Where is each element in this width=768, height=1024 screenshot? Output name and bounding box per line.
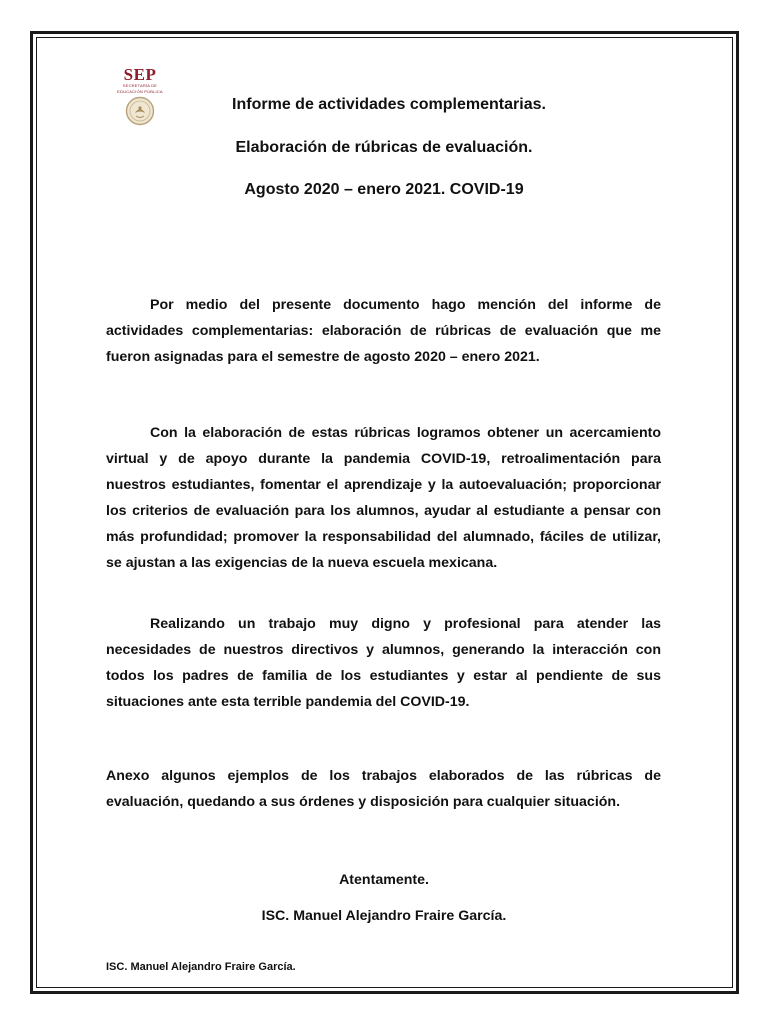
page-footer: ISC. Manuel Alejandro Fraire García. [106, 961, 296, 973]
document-title: Informe de actividades complementarias. [232, 96, 546, 113]
closing-salutation: Atentamente. [339, 872, 429, 888]
sep-logo-subtitle-1: SECRETARÍA DE [122, 83, 158, 88]
sep-logo-subtitle-2: EDUCACIÓN PÚBLICA [117, 88, 163, 94]
document-period: Agosto 2020 – enero 2021. COVID-19 [244, 181, 524, 198]
document-subtitle: Elaboración de rúbricas de evaluación. [235, 139, 533, 156]
sep-logo-brand: SEP [123, 65, 157, 84]
paragraph-work: Realizando un trabajo muy digno y profesional para atender las necesidades de nuestros directivos y alumnos, generando la interacción con todos los padres de familia de los estudiantes y estar al pendiente de sus situaciones ante esta terrible pandemia del COVID-19. [106, 616, 661, 710]
paragraph-annex: Anexo algunos ejemplos de los trabajos elaborados de las rúbricas de evaluación, quedando a sus órdenes y disposición para cualquier situación. [106, 768, 661, 810]
paragraph-benefits: Con la elaboración de estas rúbricas logramos obtener un acercamiento virtual y de apoyo durante la pandemia COVID-19, retroalimentación para nuestros estudiantes, fomentar el aprendizaje y la autoevaluación; proporcionar los criterios de evaluación para los alumnos, ayudar al estudiante a pensar con más profundidad; promover la responsabilidad del alumnado, fáciles de utilizar, se ajustan a las exigencias de la nueva escuela mexicana. [106, 425, 661, 571]
signature-name: ISC. Manuel Alejandro Fraire García. [261, 908, 507, 924]
paragraph-intro: Por medio del presente documento hago mención del informe de actividades complementarias: elaboración de rúbricas de evaluación que me fueron asignadas para el semestre de agosto 2020 – enero 2021. [106, 297, 661, 365]
